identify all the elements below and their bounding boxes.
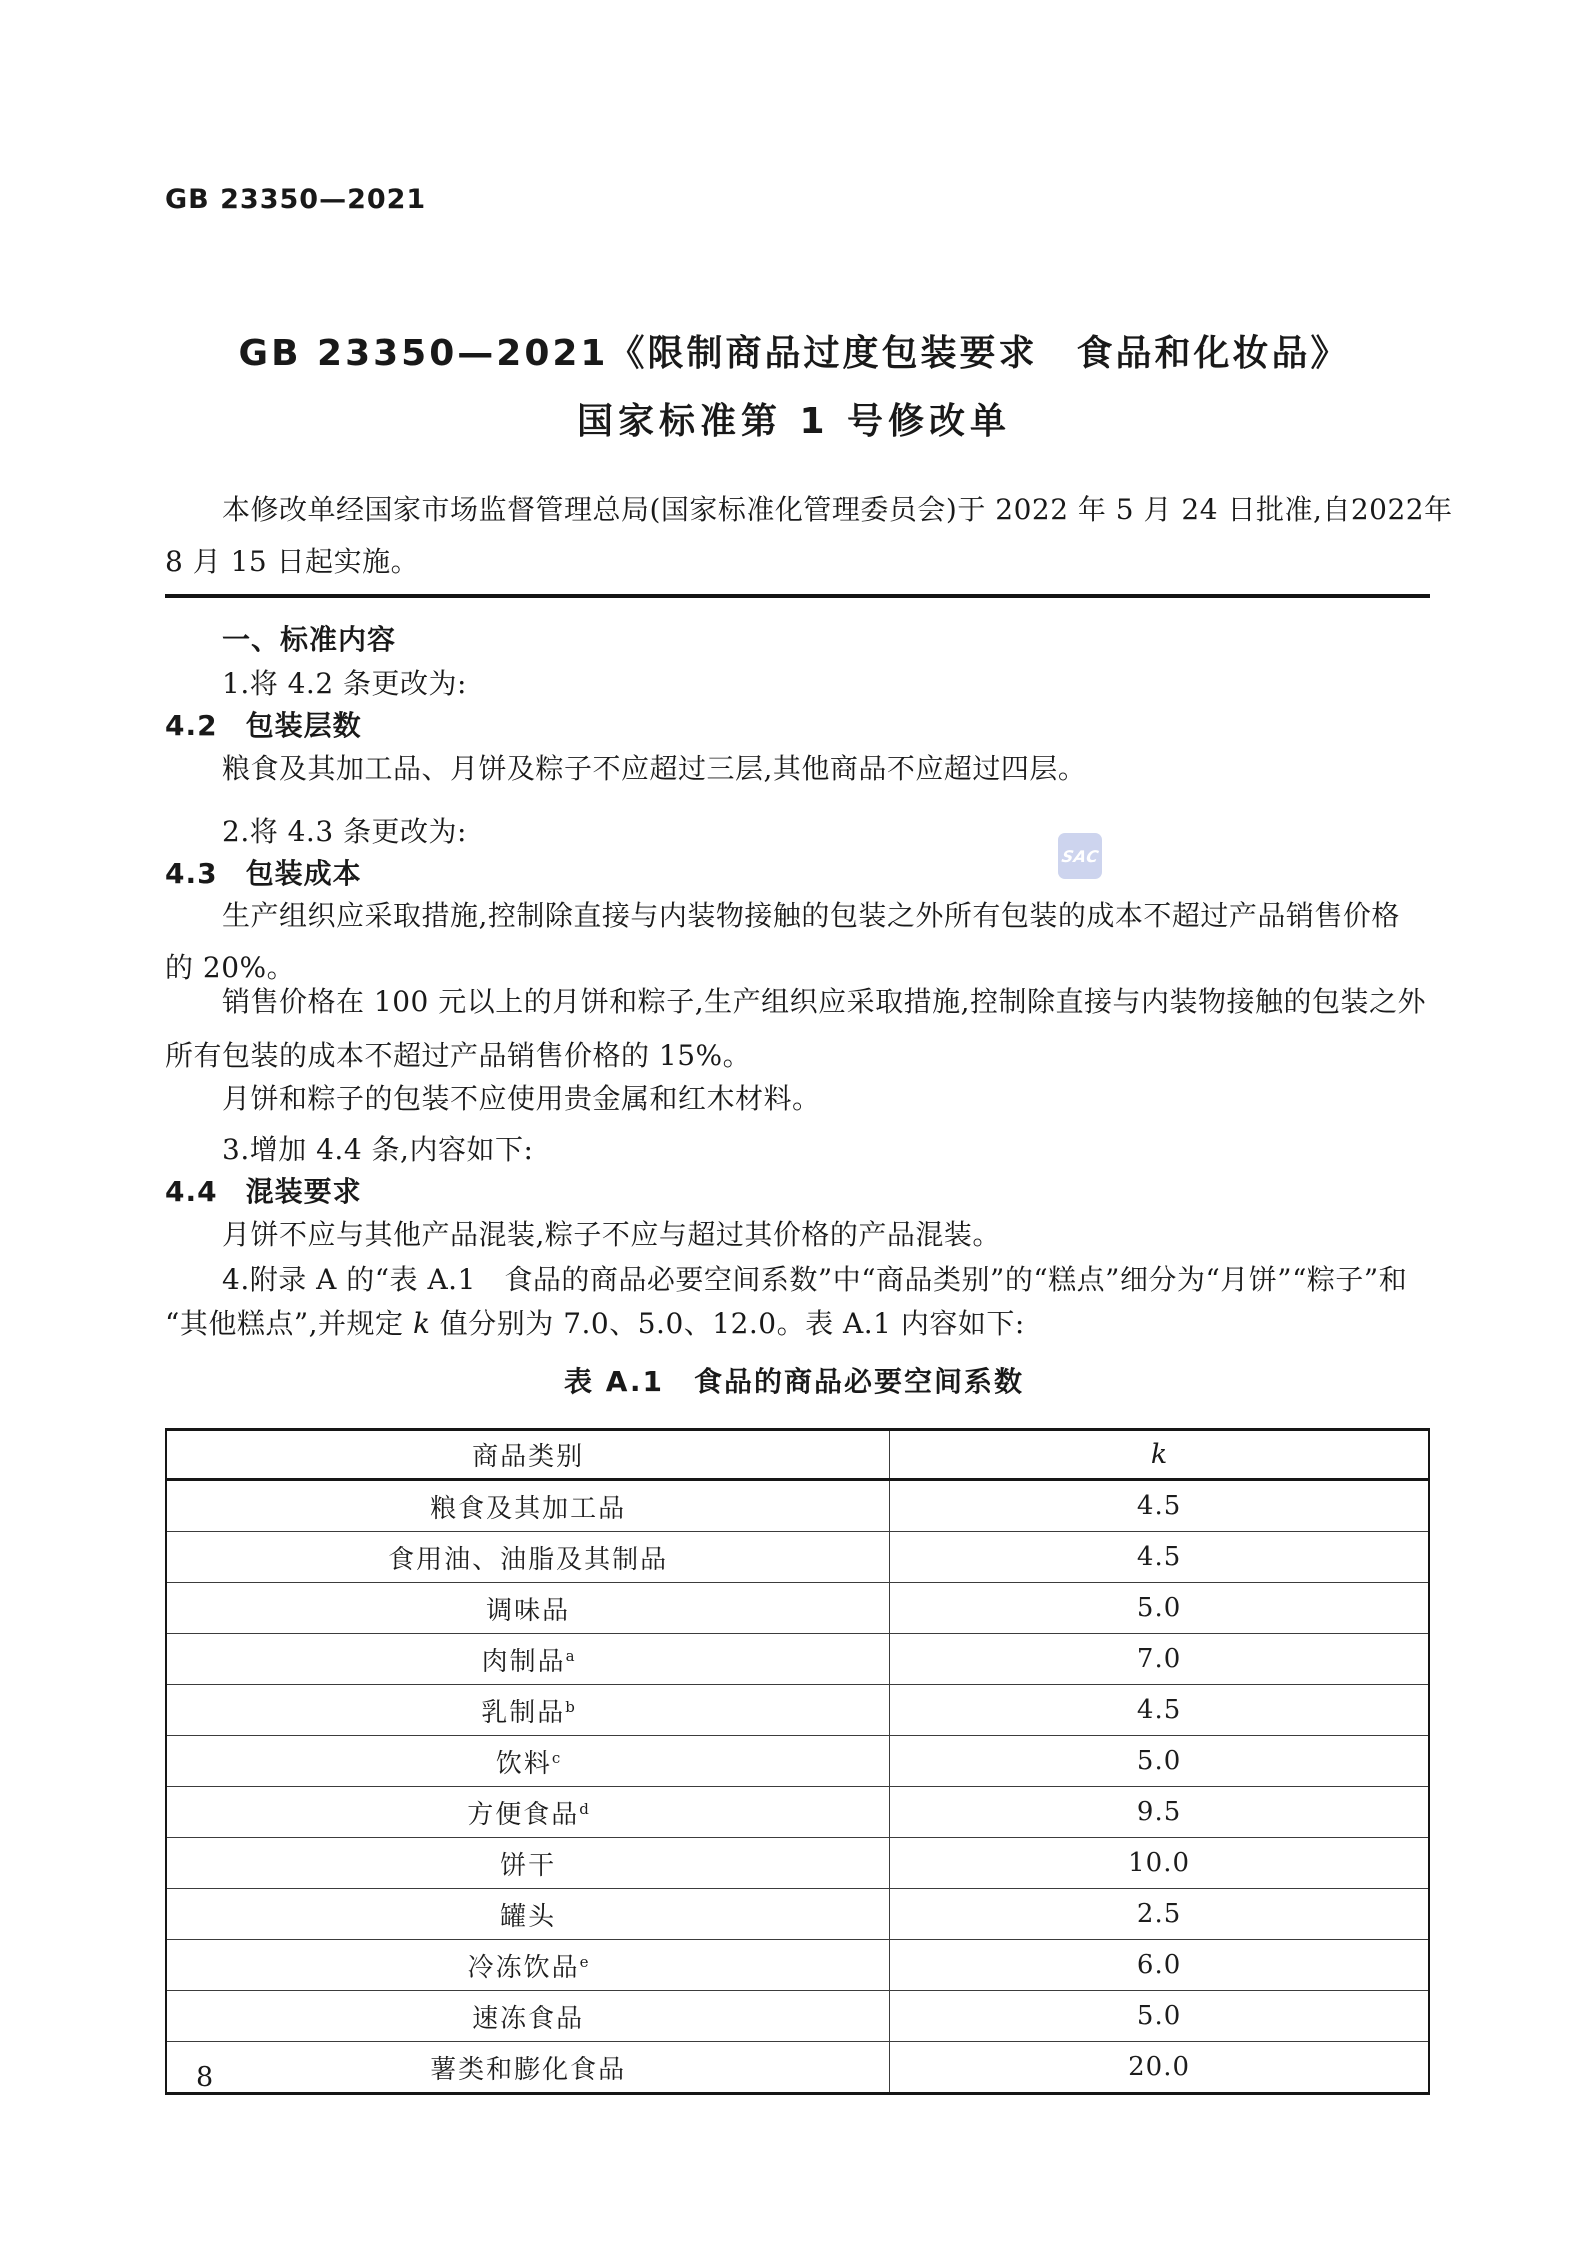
- clause-4-3-heading: [165, 858, 1430, 890]
- table-row: [166, 1991, 1429, 2042]
- table-row: [166, 2042, 1429, 2094]
- k-column-header: k: [890, 1430, 1429, 1480]
- clause-4-3-paragraph-1-line1: 生产组织应采取措施,控制除直接与内装物接触的包装之外所有包装的成本不超过产品销售价格: [222, 899, 1400, 932]
- page-number: 8: [196, 2062, 214, 2093]
- clause-4-4-number: 4.4: [165, 1175, 218, 1208]
- clause-4-3-paragraph-3: 月饼和粽子的包装不应使用贵金属和红木材料。: [222, 1082, 821, 1115]
- space-coefficient-table: [165, 1428, 1430, 2095]
- k-value-cell: 6.0: [890, 1940, 1429, 1991]
- category-cell: 调味品: [166, 1583, 890, 1634]
- clause-4-3-paragraph-2-line2: 所有包装的成本不超过产品销售价格的 15%。: [165, 1039, 752, 1072]
- sac-watermark-text: SAC: [1059, 846, 1101, 866]
- amendment-item-3: 3.增加 4.4 条,内容如下:: [222, 1133, 534, 1166]
- clause-4-4-paragraph: 月饼不应与其他产品混装,粽子不应与超过其价格的产品混装。: [222, 1218, 1001, 1251]
- table-row: [166, 1838, 1429, 1889]
- table-row: [166, 1634, 1429, 1685]
- amendment-item-1: 1.将 4.2 条更改为:: [222, 667, 467, 700]
- category-cell: 食用油、油脂及其制品: [166, 1532, 890, 1583]
- doc-title-line2: 国家标准第 1 号修改单: [576, 401, 1012, 442]
- category-cell: 肉制品$^a$: [166, 1634, 890, 1685]
- clause-4-2-paragraph: 粮食及其加工品、月饼及粽子不应超过三层,其他商品不应超过四层。: [222, 752, 1087, 785]
- approval-note-line1: 本修改单经国家市场监督管理总局(国家标准化管理委员会)于 2022 年 5 月 24 日批准,自2022年: [222, 493, 1453, 526]
- clause-4-3-number: 4.3: [165, 857, 218, 890]
- category-cell: 方便食品$^d$: [166, 1787, 890, 1838]
- k-value-cell: 7.0: [890, 1634, 1429, 1685]
- doc-title-line1: GB 23350—2021《限制商品过度包装要求 食品和化妆品》: [238, 333, 1350, 374]
- clause-4-4-heading: [165, 1176, 1430, 1208]
- clause-4-2-number: 4.2: [165, 709, 218, 742]
- category-column-header: 商品类别: [166, 1430, 890, 1480]
- clause-4-4-title: 混装要求: [245, 1175, 362, 1208]
- k-value-cell: 5.0: [890, 1991, 1429, 2042]
- clause-4-2-heading: [165, 710, 1430, 742]
- amendment-item-2: 2.将 4.3 条更改为:: [222, 815, 467, 848]
- k-value-cell: 2.5: [890, 1889, 1429, 1940]
- table-row: [166, 1583, 1429, 1634]
- amendment-item-4-line1: 4.附录 A 的“表 A.1 食品的商品必要空间系数”中“商品类别”的“糕点”细分为“月饼”“粽子”和: [222, 1263, 1408, 1296]
- category-cell: 饮料$^c$: [166, 1736, 890, 1787]
- k-value-cell: 20.0: [890, 2042, 1429, 2094]
- category-cell: 速冻食品: [166, 1991, 890, 2042]
- clause-4-3-paragraph-2-line1: 销售价格在 100 元以上的月饼和粽子,生产组织应采取措施,控制除直接与内装物接触的包装之外: [222, 985, 1427, 1018]
- clause-4-3-paragraph-1-line2: 的 20%。: [165, 951, 296, 984]
- clause-4-2-title: 包装层数: [245, 709, 362, 742]
- table-row: [166, 1480, 1429, 1532]
- horizontal-rule: [165, 594, 1430, 598]
- table-row: [166, 1532, 1429, 1583]
- section-heading: 一、标准内容: [222, 623, 397, 656]
- table-row: [166, 1787, 1429, 1838]
- table-row: [166, 1736, 1429, 1787]
- k-value-cell: 4.5: [890, 1685, 1429, 1736]
- category-cell: 饼干: [166, 1838, 890, 1889]
- category-cell: 罐头: [166, 1889, 890, 1940]
- table-row: [166, 1685, 1429, 1736]
- page-header-standard-code: GB 23350—2021: [165, 184, 427, 215]
- k-value-cell: 9.5: [890, 1787, 1429, 1838]
- clause-4-3-title: 包装成本: [245, 857, 362, 890]
- category-cell: 粮食及其加工品: [166, 1480, 890, 1532]
- k-symbol: k: [412, 1307, 431, 1340]
- k-value-cell: 5.0: [890, 1583, 1429, 1634]
- k-value-cell: 5.0: [890, 1736, 1429, 1787]
- approval-note-line2: 8 月 15 日起实施。: [165, 545, 420, 578]
- table-header-row: [166, 1430, 1429, 1480]
- k-value-cell: 4.5: [890, 1480, 1429, 1532]
- category-cell: 冷冻饮品$^e$: [166, 1940, 890, 1991]
- table-caption: 表 A.1 食品的商品必要空间系数: [563, 1365, 1025, 1398]
- category-cell: 薯类和膨化食品: [166, 2042, 890, 2094]
- table-row: [166, 1889, 1429, 1940]
- k-value-cell: 4.5: [890, 1532, 1429, 1583]
- k-value-cell: 10.0: [890, 1838, 1429, 1889]
- table-row: [166, 1940, 1429, 1991]
- amendment-item-4-line2: “其他糕点”,并规定 k 值分别为 7.0、5.0、12.0。表 A.1 内容如下:: [165, 1307, 1025, 1340]
- category-cell: 乳制品$^b$: [166, 1685, 890, 1736]
